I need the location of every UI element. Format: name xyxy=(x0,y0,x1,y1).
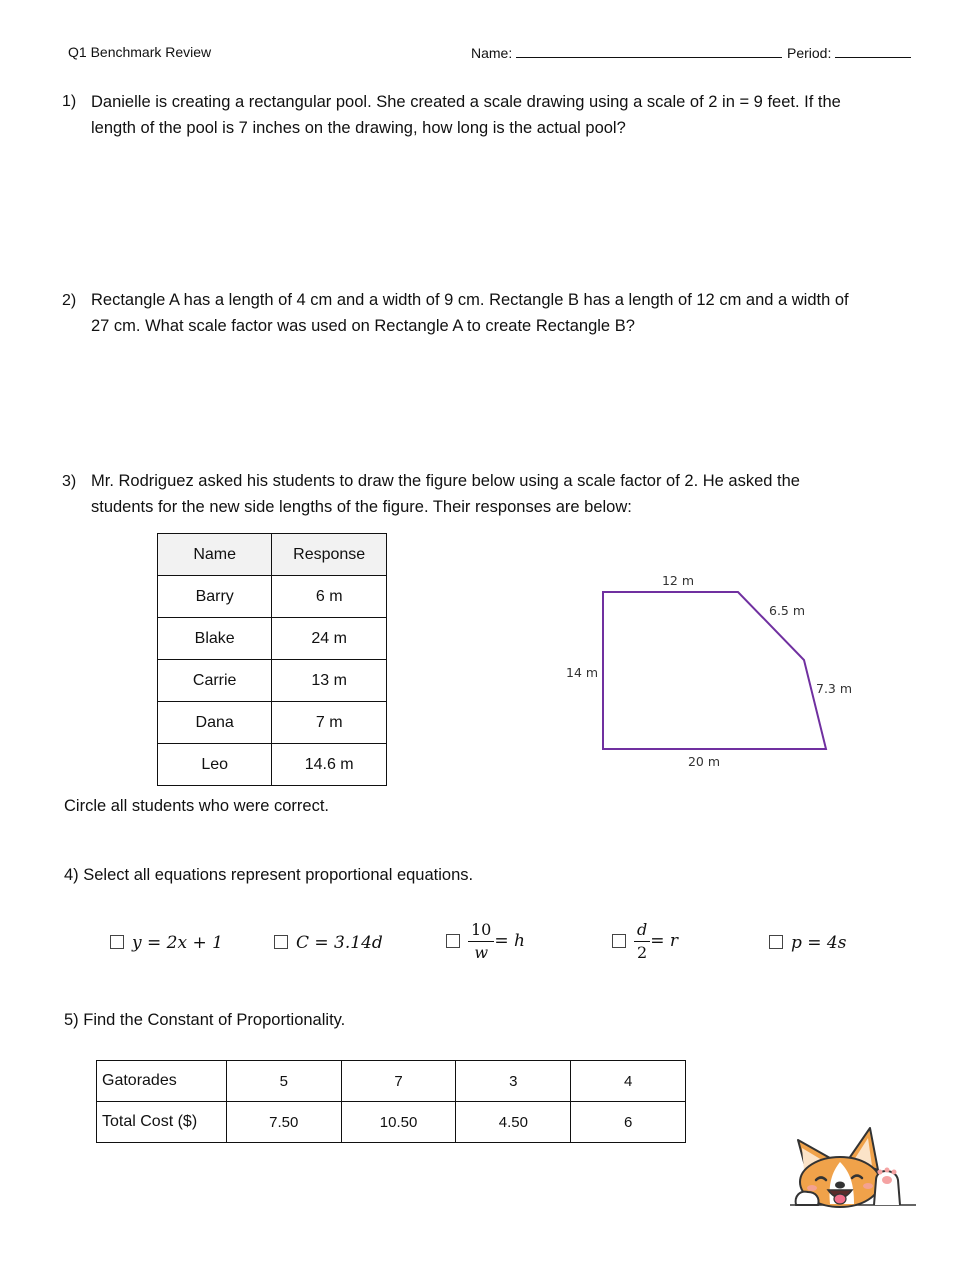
question-1-text xyxy=(91,89,926,141)
gatorades-value: 5 xyxy=(226,1061,341,1102)
question-1-line-2: length of the pool is 7 inches on the drawing, how long is the actual pool? xyxy=(91,119,626,137)
total-cost-value: 7.50 xyxy=(226,1102,341,1143)
column-header-name: Name xyxy=(158,534,272,576)
question-3-line-1: Mr. Rodriguez asked his students to draw the figure below using a scale factor of 2. He asked the xyxy=(91,472,800,490)
table-row xyxy=(158,660,387,702)
question-2-text xyxy=(91,287,926,339)
gatorades-value: 4 xyxy=(571,1061,686,1102)
table-row xyxy=(158,702,387,744)
table-row xyxy=(158,618,387,660)
name-blank-line xyxy=(516,44,782,58)
fraction-numerator: 10 xyxy=(468,920,494,942)
table-row xyxy=(158,576,387,618)
period-label: Period: xyxy=(787,45,832,61)
student-response: 7 m xyxy=(272,702,387,744)
table-row xyxy=(97,1061,686,1102)
name-field[interactable] xyxy=(471,44,782,61)
corgi-illustration xyxy=(788,1122,918,1214)
student-responses-table xyxy=(157,533,387,786)
row-label-total-cost: Total Cost ($) xyxy=(97,1102,227,1143)
period-field[interactable] xyxy=(787,44,911,61)
student-response: 24 m xyxy=(272,618,387,660)
table-header-row xyxy=(158,534,387,576)
table-row xyxy=(158,744,387,786)
fraction-numerator: d xyxy=(634,920,650,942)
gatorades-value: 3 xyxy=(456,1061,571,1102)
worksheet-title: Q1 Benchmark Review xyxy=(68,44,212,60)
total-cost-value: 6 xyxy=(571,1102,686,1143)
checkbox[interactable] xyxy=(769,935,783,949)
label-top-side: 12 m xyxy=(661,573,695,588)
student-name[interactable]: Dana xyxy=(158,702,272,744)
period-blank-line xyxy=(835,44,911,58)
checkbox[interactable] xyxy=(110,935,124,949)
equation-option-5[interactable] xyxy=(769,933,846,953)
table-row xyxy=(97,1102,686,1143)
equation-rhs: = r xyxy=(650,931,679,951)
student-response: 14.6 m xyxy=(272,744,387,786)
circle-instruction: Circle all students who were correct. xyxy=(64,797,330,815)
question-3-line-2: students for the new side lengths of the figure. Their responses are below: xyxy=(91,498,632,516)
gatorades-value: 7 xyxy=(341,1061,456,1102)
fraction-denominator: w xyxy=(474,943,489,962)
checkbox[interactable] xyxy=(274,935,288,949)
equation-option-4[interactable] xyxy=(612,920,678,962)
student-name[interactable]: Leo xyxy=(158,744,272,786)
question-2-number: 2) xyxy=(62,292,77,309)
fraction xyxy=(634,920,650,962)
equation-rhs: = h xyxy=(494,931,525,951)
question-4-text: 4) Select all equations represent proportional equations. xyxy=(64,866,474,884)
equation-option-2[interactable] xyxy=(274,933,383,953)
equation-option-3[interactable] xyxy=(446,920,525,962)
equation-text: p = 4s xyxy=(791,933,847,953)
checkbox[interactable] xyxy=(612,934,626,948)
total-cost-value: 4.50 xyxy=(456,1102,571,1143)
fraction xyxy=(468,920,494,962)
question-2-line-1: Rectangle A has a length of 4 cm and a width of 9 cm. Rectangle B has a length of 12 cm and a width of xyxy=(91,291,849,309)
question-2-line-2: 27 cm. What scale factor was used on Rectangle A to create Rectangle B? xyxy=(91,317,635,335)
name-label: Name: xyxy=(471,45,513,61)
label-bottom-side: 20 m xyxy=(687,754,721,769)
fraction-denominator: 2 xyxy=(637,943,648,962)
question-1-line-1: Danielle is creating a rectangular pool. She created a scale drawing using a scale of 2 in = 9 feet. If the xyxy=(91,93,841,111)
question-3-text xyxy=(91,468,926,520)
equation-option-1[interactable] xyxy=(110,933,223,953)
student-response: 6 m xyxy=(272,576,387,618)
student-name[interactable]: Blake xyxy=(158,618,272,660)
student-name[interactable]: Barry xyxy=(158,576,272,618)
label-right-side: 7.3 m xyxy=(816,681,853,696)
question-5-text: 5) Find the Constant of Proportionality. xyxy=(64,1011,346,1029)
equation-text: y = 2x + 1 xyxy=(132,933,223,953)
student-response: 13 m xyxy=(272,660,387,702)
equation-text: C = 3.14d xyxy=(296,933,383,953)
student-name[interactable]: Carrie xyxy=(158,660,272,702)
column-header-response: Response xyxy=(272,534,387,576)
pentagon-figure xyxy=(555,565,875,780)
total-cost-value: 10.50 xyxy=(341,1102,456,1143)
label-left-side: 14 m xyxy=(566,665,599,680)
label-diagonal-side: 6.5 m xyxy=(769,603,806,618)
row-label-gatorades: Gatorades xyxy=(97,1061,227,1102)
checkbox[interactable] xyxy=(446,934,460,948)
question-1-number: 1) xyxy=(62,93,77,110)
question-3-number: 3) xyxy=(62,473,77,490)
gatorade-cost-table xyxy=(96,1060,686,1143)
